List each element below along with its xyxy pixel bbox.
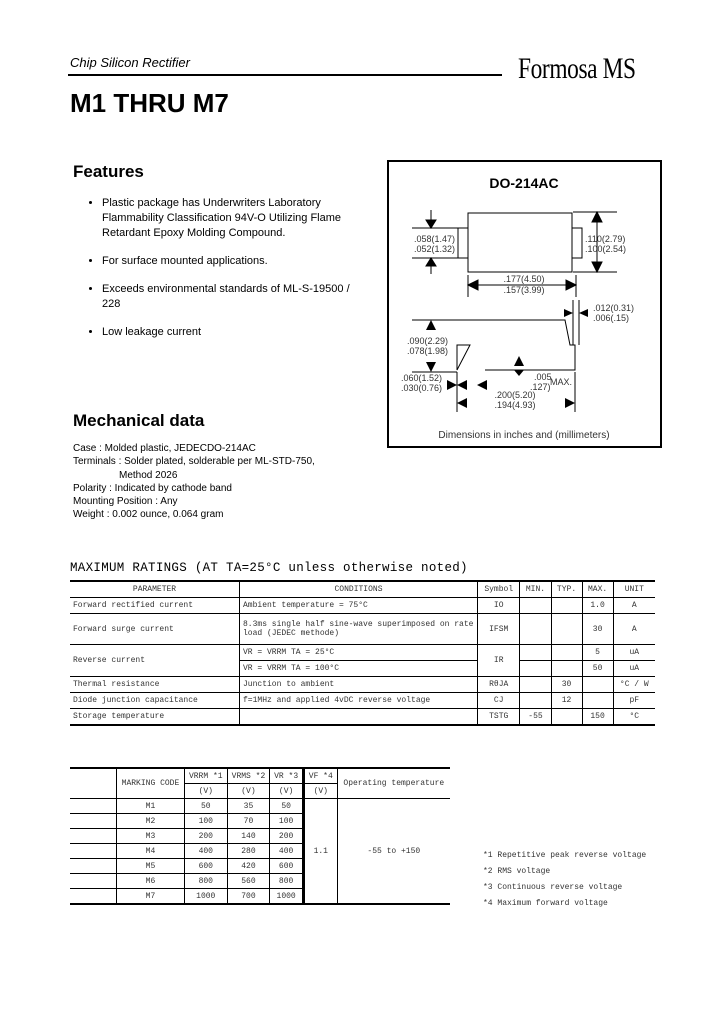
table-cell: 1.0 [582, 598, 613, 614]
table-cell [70, 814, 117, 829]
table-row [70, 645, 655, 661]
table-cell: (V) [184, 784, 227, 799]
table-row [70, 693, 655, 709]
table-cell [240, 709, 478, 726]
table-cell: TSTG [478, 709, 520, 726]
table-cell [70, 874, 117, 889]
table-cell: 200 [270, 829, 304, 844]
svg-text:.177(4.50): .177(4.50) [503, 274, 545, 284]
table-cell: VR *3 [270, 768, 304, 784]
table-cell: 150 [582, 709, 613, 726]
mech-line: Method 2026 [119, 469, 178, 481]
svg-text:.052(1.32): .052(1.32) [414, 244, 456, 254]
footnote: *3 Continuous reverse voltage [483, 883, 623, 892]
table-cell: 50 [582, 661, 613, 677]
table-cell: (V) [227, 784, 270, 799]
table-cell: 800 [184, 874, 227, 889]
table-cell: 8.3ms single half sine-wave superimposed on rate load (JEDEC methode) [240, 614, 478, 645]
col-header: CONDITIONS [240, 581, 478, 598]
table-cell: IR [478, 645, 520, 677]
table-cell: 420 [227, 859, 270, 874]
table-cell: 1000 [184, 889, 227, 905]
table-cell [520, 693, 551, 709]
table-row [70, 598, 655, 614]
table-cell: M4 [117, 844, 185, 859]
header-rule [68, 74, 502, 76]
svg-text:.058(1.47): .058(1.47) [414, 234, 456, 244]
table-cell: M1 [117, 799, 185, 814]
table-cell [70, 799, 117, 814]
table-cell: Diode junction capacitance [70, 693, 240, 709]
table-cell [70, 889, 117, 905]
table-cell: Junction to ambient [240, 677, 478, 693]
feature-item: • Exceeds environmental standards of ML-S-19500 / 228 [102, 282, 365, 312]
table-cell [582, 693, 613, 709]
table-cell: Thermal resistance [70, 677, 240, 693]
feature-item: • Plastic package has Underwriters Laboratory Flammability Classification 94V-O Utilizing Flame Retardant Epoxy Molding Compound. [102, 196, 365, 241]
page-title: M1 THRU M7 [70, 88, 229, 118]
table-cell [70, 844, 117, 859]
col-header: MAX. [582, 581, 613, 598]
table-cell: -55 to +150 [337, 799, 450, 905]
table-cell: VF *4 [303, 768, 337, 784]
footnote: *4 Maximum forward voltage [483, 899, 608, 908]
svg-text:.127): .127) [530, 382, 551, 392]
table-cell [520, 598, 551, 614]
table-row [70, 709, 655, 726]
features-list [90, 196, 365, 353]
table-cell: Ambient temperature = 75°C [240, 598, 478, 614]
mech-line: Weight : 0.002 ounce, 0.064 gram [73, 509, 224, 521]
table-cell: M3 [117, 829, 185, 844]
footnote: *2 RMS voltage [483, 867, 551, 876]
table-cell: 100 [184, 814, 227, 829]
table-cell: M6 [117, 874, 185, 889]
table-cell: 70 [227, 814, 270, 829]
table-cell: VRMS *2 [227, 768, 270, 784]
table-cell [551, 661, 582, 677]
table-cell: 50 [184, 799, 227, 814]
table-cell: 280 [227, 844, 270, 859]
svg-text:.078(1.98): .078(1.98) [407, 346, 449, 356]
svg-text:.012(0.31): .012(0.31) [593, 303, 635, 313]
table-cell: 1.1 [303, 799, 337, 905]
table-cell: °C [613, 709, 655, 726]
svg-text:.060(1.52): .060(1.52) [401, 373, 443, 383]
mechanical-heading: Mechanical data [73, 411, 205, 430]
mech-line: Terminals : Solder plated, solderable per ML-STD-750, [73, 456, 315, 468]
table-cell: 800 [270, 874, 304, 889]
table-cell [520, 661, 551, 677]
table-cell: VR = VRRM TA = 25°C [240, 645, 478, 661]
table-cell: 30 [582, 614, 613, 645]
table-cell: Reverse current [70, 645, 240, 677]
svg-text:.200(5.20): .200(5.20) [494, 390, 536, 400]
table-cell [520, 614, 551, 645]
table-cell: Operating temperature [337, 768, 450, 799]
col-header: UNIT [613, 581, 655, 598]
svg-text:.090(2.29): .090(2.29) [407, 336, 449, 346]
table-cell [551, 598, 582, 614]
ratings-title: MAXIMUM RATINGS (AT TA=25°C unless otherwise noted) [70, 561, 468, 575]
table-cell: (V) [270, 784, 304, 799]
table-cell: 560 [227, 874, 270, 889]
table-cell: MARKING CODE [117, 768, 185, 799]
mech-line: Mounting Position : Any [73, 496, 178, 508]
svg-text:.194(4.93): .194(4.93) [494, 400, 536, 410]
table-cell [551, 645, 582, 661]
table-cell: M2 [117, 814, 185, 829]
table-cell: IO [478, 598, 520, 614]
table-cell: M7 [117, 889, 185, 905]
svg-text:.030(0.76): .030(0.76) [401, 383, 443, 393]
dimensions-note: Dimensions in inches and (millimeters) [438, 430, 610, 441]
table-cell: 12 [551, 693, 582, 709]
table-cell: 400 [184, 844, 227, 859]
table-cell: 700 [227, 889, 270, 905]
table-row [70, 614, 655, 645]
table-cell: RθJA [478, 677, 520, 693]
package-name: DO-214AC [489, 175, 559, 191]
table-cell: uA [613, 661, 655, 677]
table-cell [70, 829, 117, 844]
table-cell: 5 [582, 645, 613, 661]
table-cell [520, 677, 551, 693]
ratings-table [70, 580, 655, 726]
table-cell: A [613, 598, 655, 614]
package-diagram [387, 160, 664, 450]
table-cell: uA [613, 645, 655, 661]
feature-item: • Low leakage current [102, 325, 365, 340]
col-header: TYP. [551, 581, 582, 598]
svg-text:.005: .005 [534, 372, 552, 382]
marking-table [70, 767, 450, 905]
table-cell: Storage temperature [70, 709, 240, 726]
table-cell: 1000 [270, 889, 304, 905]
mech-line: Case : Molded plastic, JEDECDO-214AC [73, 443, 256, 454]
table-cell [551, 614, 582, 645]
subtitle: Chip Silicon Rectifier [70, 55, 190, 70]
table-cell: A [613, 614, 655, 645]
table-cell: VR = VRRM TA = 100°C [240, 661, 478, 677]
col-header: MIN. [520, 581, 551, 598]
table-cell [70, 768, 117, 799]
svg-text:.006(.15): .006(.15) [593, 313, 630, 323]
table-cell: IFSM [478, 614, 520, 645]
table-cell: 400 [270, 844, 304, 859]
table-cell: 30 [551, 677, 582, 693]
table-row [70, 677, 655, 693]
features-heading: Features [73, 162, 144, 181]
footnote: *1 Repetitive peak reverse voltage [483, 851, 647, 860]
col-header: PARAMETER [70, 581, 240, 598]
table-cell: 600 [270, 859, 304, 874]
table-cell: f=1MHz and applied 4vDC reverse voltage [240, 693, 478, 709]
table-cell: 600 [184, 859, 227, 874]
table-cell: Forward rectified current [70, 598, 240, 614]
mechanical-data [73, 442, 315, 522]
table-cell [70, 859, 117, 874]
table-cell [582, 677, 613, 693]
table-cell: °C / W [613, 677, 655, 693]
table-cell: pF [613, 693, 655, 709]
brand-logo: Formosa MS [518, 52, 636, 85]
table-cell: 140 [227, 829, 270, 844]
svg-text:MAX.: MAX. [550, 377, 573, 387]
feature-item: • For surface mounted applications. [102, 254, 365, 269]
table-cell: 200 [184, 829, 227, 844]
table-cell: CJ [478, 693, 520, 709]
footnotes [483, 848, 646, 912]
table-cell: 50 [270, 799, 304, 814]
mech-line: Polarity : Indicated by cathode band [73, 482, 232, 494]
table-row [70, 799, 450, 814]
table-cell: VRRM *1 [184, 768, 227, 784]
table-cell [520, 645, 551, 661]
table-cell: 35 [227, 799, 270, 814]
table-cell: M5 [117, 859, 185, 874]
table-cell: (V) [303, 784, 337, 799]
table-cell: 100 [270, 814, 304, 829]
table-cell [551, 709, 582, 726]
table-cell: -55 [520, 709, 551, 726]
table-cell: Forward surge current [70, 614, 240, 645]
svg-text:.100(2.54): .100(2.54) [585, 244, 627, 254]
col-header: Symbol [478, 581, 520, 598]
svg-text:.110(2.79): .110(2.79) [585, 234, 626, 244]
svg-text:.157(3.99): .157(3.99) [503, 285, 545, 295]
